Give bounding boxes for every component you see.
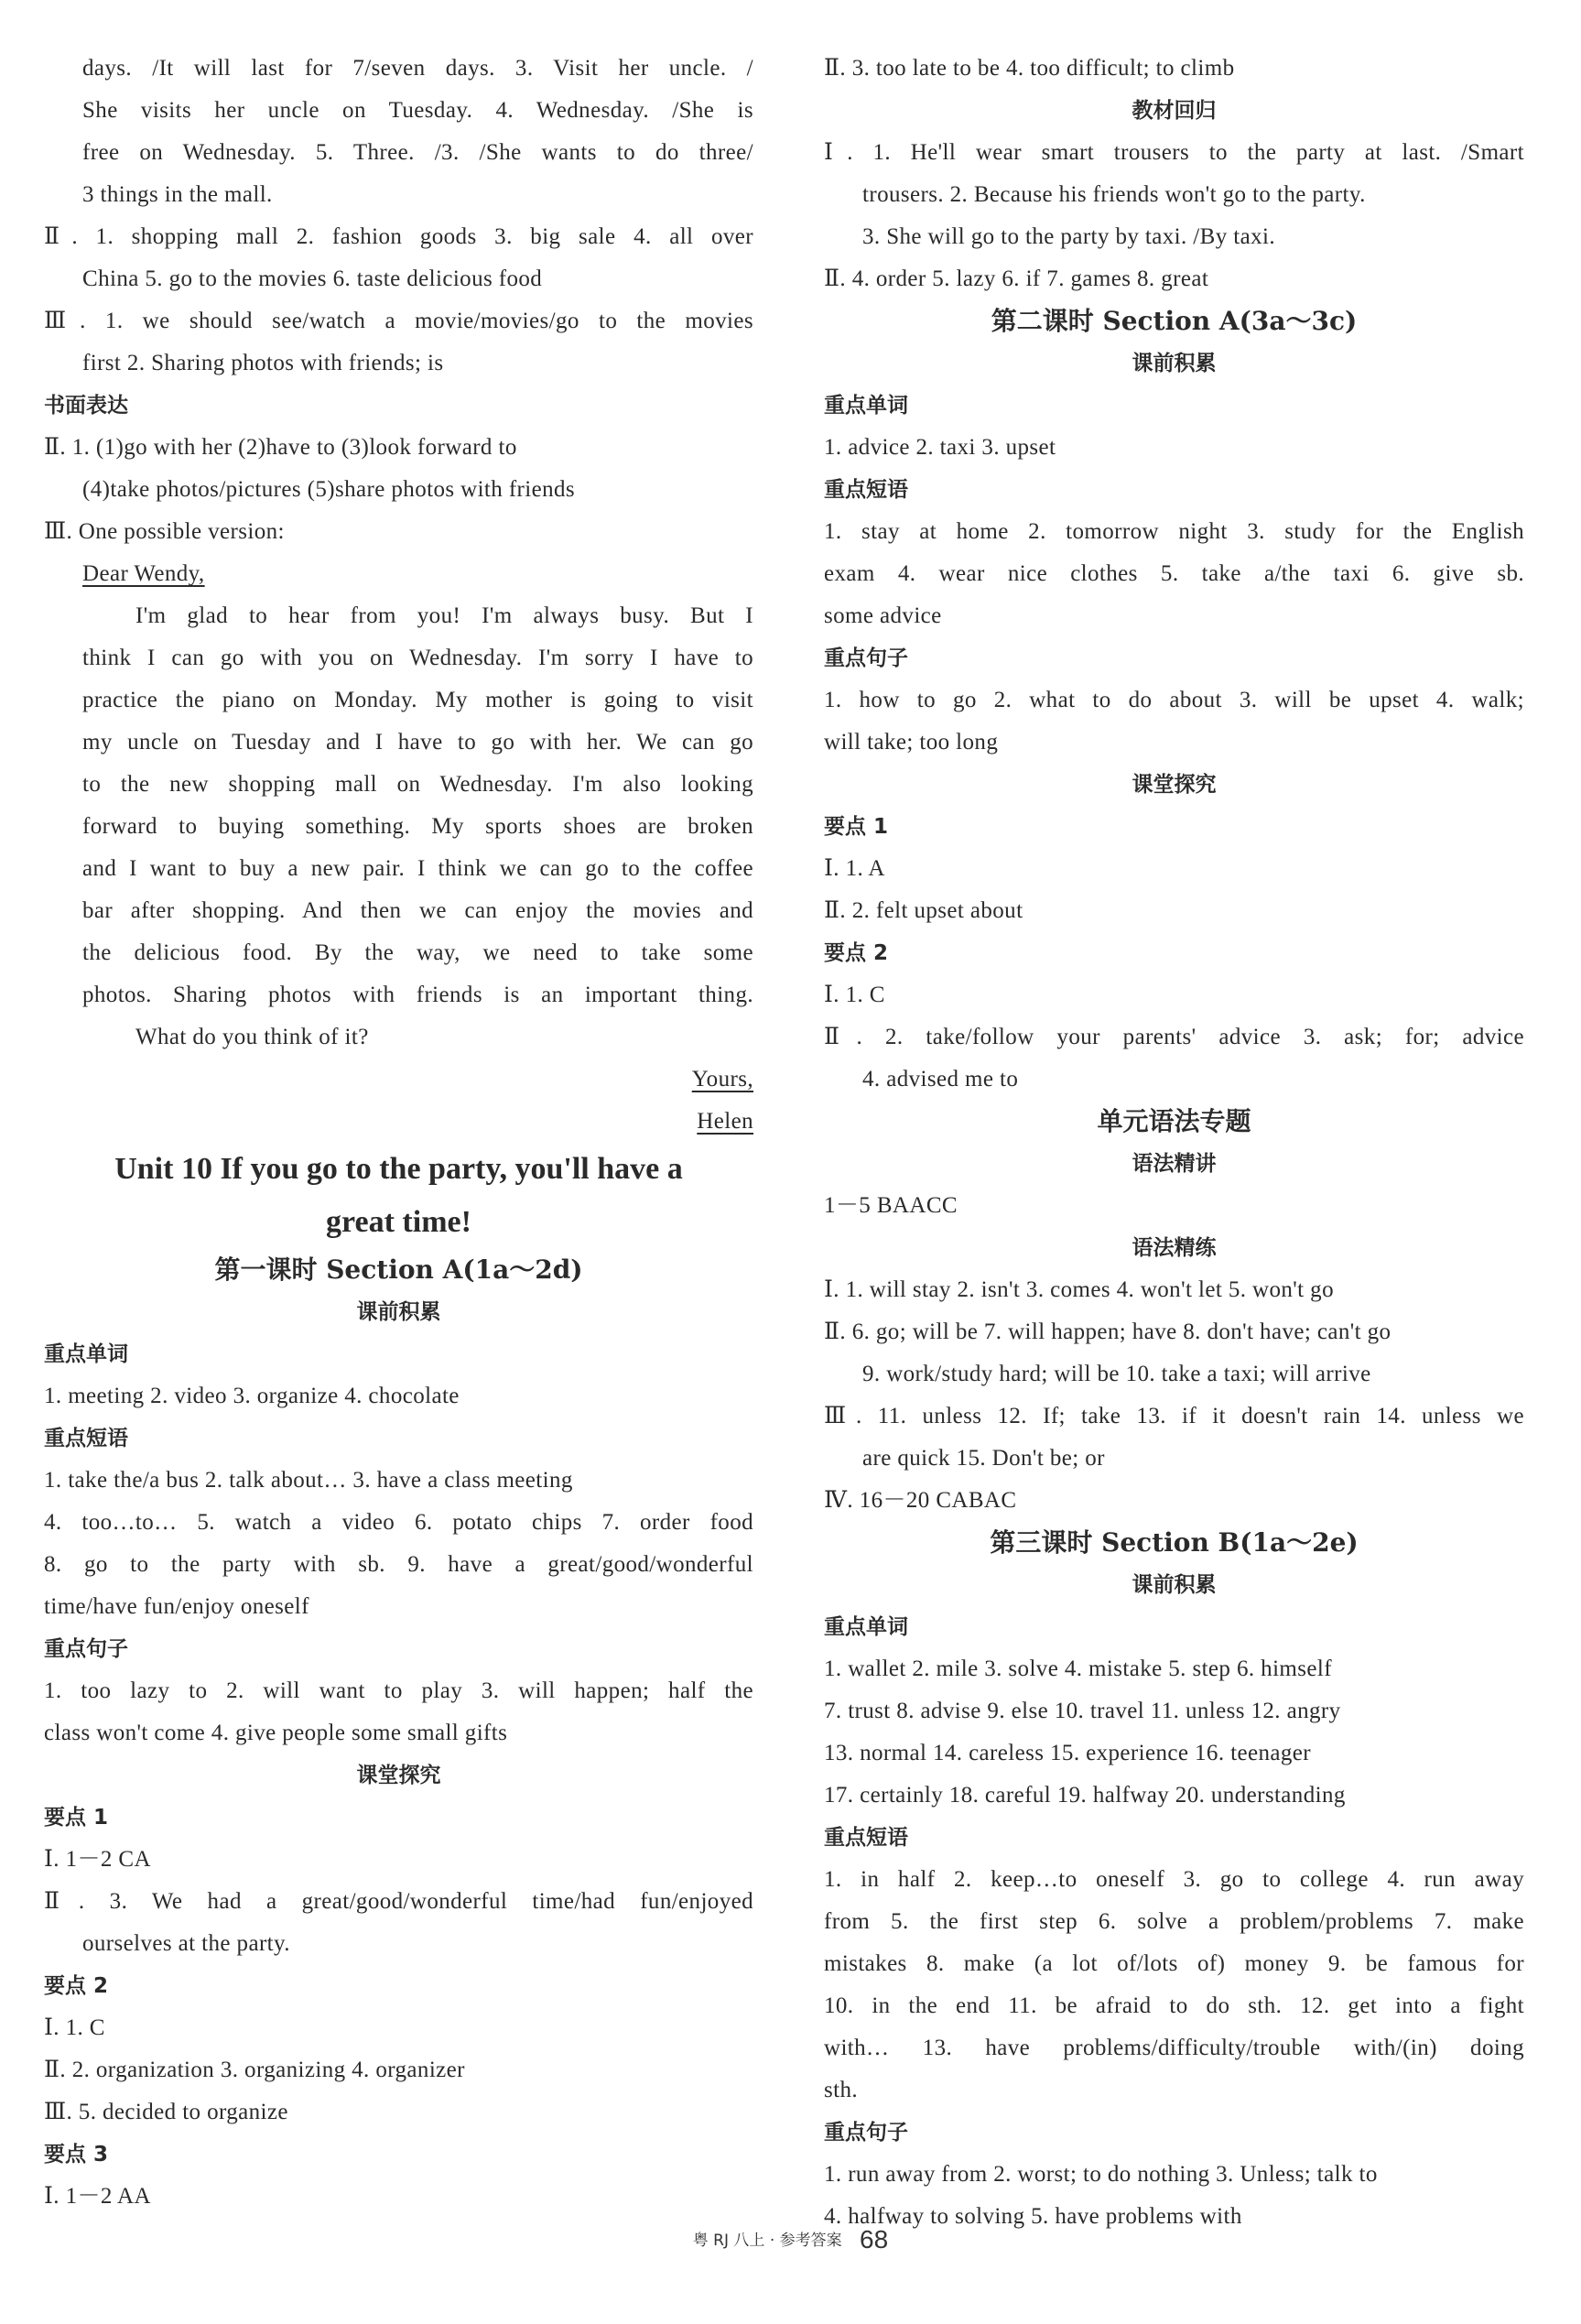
answer-line: 10. in the end 11. be afraid to do sth. 12. get into a fight — [824, 1993, 1524, 2018]
answer-line: 1－5 BAACC — [824, 1193, 958, 1218]
answer-line: my uncle on Tuesday and I have to go with her. We can go — [82, 730, 753, 755]
answer-line: 1. too lazy to 2. will want to play 3. will happen; half the — [44, 1678, 753, 1703]
section-heading: 重点单词 — [824, 1615, 908, 1639]
answer-line: to the new shopping mall on Wednesday. I'm also looking — [82, 772, 753, 797]
answer-line: think I can go with you on Wednesday. I'm sorry I have to — [82, 646, 753, 670]
answer-line: some advice — [824, 603, 942, 628]
answer-line: Ⅲ. 5. decided to organize — [44, 2100, 288, 2124]
answer-line: free on Wednesday. 5. Three. /3. /She wants to do three/ — [82, 140, 753, 165]
answer-line: 1. advice 2. taxi 3. upset — [824, 435, 1056, 460]
answer-line: Ⅱ. 1. (1)go with her (2)have to (3)look forward to — [44, 435, 517, 460]
section-heading: 重点短语 — [824, 1826, 908, 1850]
answer-line: exam 4. wear nice clothes 5. take a/the taxi 6. give sb. — [824, 561, 1524, 586]
answer-line: 1. stay at home 2. tomorrow night 3. study for the English — [824, 519, 1524, 544]
answer-line: 1. in half 2. keep…to oneself 3. go to college 4. run away — [824, 1867, 1524, 1892]
answer-line: forward to buying something. My sports shoes are broken — [82, 814, 753, 839]
subsection-title: 课前积累 — [1132, 1573, 1217, 1597]
lesson-title: 单元语法专题 — [1097, 1106, 1251, 1136]
answer-line: 1. meeting 2. video 3. organize 4. chocolate — [44, 1384, 460, 1408]
answer-line: with… 13. have problems/difficulty/trouble with/(in) doing — [824, 2036, 1524, 2060]
answer-line: Ⅰ. 1－2 AA — [44, 2184, 151, 2209]
answer-line: Ⅲ. 1. we should see/watch a movie/movies/go to the movies — [44, 309, 753, 333]
answer-line: 7. trust 8. advise 9. else 10. travel 11. unless 12. angry — [824, 1699, 1341, 1723]
answer-line: 1. run away from 2. worst; to do nothing 3. Unless; talk to — [824, 2162, 1378, 2187]
right-column — [824, 48, 1524, 2238]
section-heading: 要点 1 — [824, 815, 889, 839]
section-heading: 要点 2 — [824, 941, 889, 965]
answer-line: Ⅰ. 1. C — [44, 2015, 105, 2040]
answer-line: Dear Wendy, — [82, 561, 205, 586]
unit-title: Unit 10 If you go to the party, you'll have a — [114, 1152, 683, 1186]
answer-line: Ⅲ. 11. unless 12. If; take 13. if it doesn't rain 14. unless we — [824, 1404, 1524, 1428]
answer-line: 17. certainly 18. careful 19. halfway 20. understanding — [824, 1783, 1346, 1808]
page-number: 68 — [860, 2225, 889, 2253]
answer-line: from 5. the first step 6. solve a problem/problems 7. make — [824, 1909, 1524, 1934]
answer-line: practice the piano on Monday. My mother is going to visit — [82, 688, 753, 712]
answer-line: Helen — [697, 1109, 753, 1134]
answer-line: bar after shopping. And then we can enjoy the movies and — [82, 898, 753, 923]
lesson-title: 第三课时 Section B(1a～2e) — [990, 1527, 1359, 1558]
answer-line: class won't come 4. give people some small gifts — [44, 1721, 508, 1745]
answer-line: ourselves at the party. — [82, 1931, 290, 1956]
left-column — [44, 48, 753, 2218]
lesson-title: 第一课时 Section A(1a～2d) — [214, 1254, 583, 1285]
answer-line: 1. take the/a bus 2. talk about… 3. have a class meeting — [44, 1468, 573, 1493]
answer-line: Ⅳ. 16－20 CABAC — [824, 1488, 1017, 1513]
subsection-title: 课前积累 — [1132, 352, 1217, 375]
section-heading: 要点 2 — [44, 1974, 109, 1998]
subsection-title: 课堂探究 — [356, 1764, 441, 1787]
answer-line: What do you think of it? — [135, 1025, 369, 1049]
answer-line: 3 things in the mall. — [82, 182, 273, 207]
answer-line: the delicious food. By the way, we need to take some — [82, 940, 753, 965]
answer-line: sth. — [824, 2078, 859, 2102]
answer-line: (4)take photos/pictures (5)share photos with friends — [82, 477, 576, 502]
answer-line: Yours, — [691, 1067, 753, 1091]
answer-line: 13. normal 14. careless 15. experience 16. teenager — [824, 1741, 1311, 1765]
section-heading: 重点短语 — [824, 478, 908, 502]
answer-line: 4. halfway to solving 5. have problems with — [824, 2204, 1242, 2229]
answer-line: 3. She will go to the party by taxi. /By taxi. — [862, 224, 1275, 249]
answer-line: Ⅱ. 2. organization 3. organizing 4. organizer — [44, 2058, 465, 2082]
page-footer — [0, 2225, 1581, 2254]
subsection-title: 课堂探究 — [1132, 773, 1217, 797]
section-heading: 重点单词 — [44, 1342, 128, 1366]
section-heading: 要点 3 — [44, 2143, 109, 2167]
answer-line: Ⅱ. 2. felt upset about — [824, 898, 1023, 923]
section-heading: 重点句子 — [824, 2121, 908, 2145]
answer-line: 4. too…to… 5. watch a video 6. potato chips 7. order food — [44, 1510, 753, 1535]
section-heading: 重点句子 — [44, 1637, 128, 1661]
unit-title: great time! — [326, 1205, 471, 1239]
answer-line: 4. advised me to — [862, 1067, 1019, 1091]
section-heading: 书面表达 — [44, 394, 128, 418]
answer-line: 9. work/study hard; will be 10. take a taxi; will arrive — [862, 1362, 1371, 1386]
answer-line: China 5. go to the movies 6. taste delicious food — [82, 266, 543, 291]
answer-line: Ⅰ. 1. C — [824, 983, 885, 1007]
answer-line: trousers. 2. Because his friends won't go to the party. — [862, 182, 1366, 207]
section-heading: 重点短语 — [44, 1427, 128, 1450]
answer-line: Ⅲ. One possible version: — [44, 519, 285, 544]
answer-line: She visits her uncle on Tuesday. 4. Wednesday. /She is — [82, 98, 753, 123]
section-heading: 重点单词 — [824, 394, 908, 418]
footer-label: 粤 RJ 八上 · 参考答案 — [692, 2232, 842, 2250]
answer-line: Ⅱ. 6. go; will be 7. will happen; have 8. don't have; can't go — [824, 1319, 1391, 1344]
lesson-title: 第二课时 Section A(3a～3c) — [991, 306, 1358, 336]
answer-line: mistakes 8. make (a lot of/lots of) money 9. be famous for — [824, 1951, 1524, 1976]
answer-line: are quick 15. Don't be; or — [862, 1446, 1105, 1471]
answer-line: Ⅰ. 1. will stay 2. isn't 3. comes 4. won't let 5. won't go — [824, 1277, 1334, 1302]
answer-line: 1. wallet 2. mile 3. solve 4. mistake 5. step 6. himself — [824, 1656, 1332, 1681]
subsection-title: 课前积累 — [356, 1300, 441, 1324]
subsection-title: 教材回归 — [1132, 99, 1217, 123]
answer-line: time/have fun/enjoy oneself — [44, 1594, 309, 1619]
subsection-title: 语法精讲 — [1132, 1152, 1217, 1176]
subsection-title: 语法精练 — [1132, 1236, 1217, 1260]
answer-line: photos. Sharing photos with friends is an important thing. — [82, 983, 753, 1007]
answer-line: Ⅱ. 1. shopping mall 2. fashion goods 3. big sale 4. all over — [44, 224, 753, 249]
answer-line: Ⅰ. 1－2 CA — [44, 1847, 151, 1872]
answer-line: 8. go to the party with sb. 9. have a great/good/wonderful — [44, 1552, 753, 1577]
section-heading: 要点 1 — [44, 1806, 109, 1830]
section-heading: 重点句子 — [824, 646, 908, 670]
answer-line: 1. how to go 2. what to do about 3. will be upset 4. walk; — [824, 688, 1524, 712]
answer-line: Ⅰ. 1. He'll wear smart trousers to the party at last. /Smart — [824, 140, 1524, 165]
answer-line: first 2. Sharing photos with friends; is — [82, 351, 444, 375]
answer-line: and I want to buy a new pair. I think we can go to the coffee — [82, 856, 753, 881]
answer-line: Ⅱ. 3. too late to be 4. too difficult; to climb — [824, 56, 1235, 81]
answer-line: Ⅱ. 4. order 5. lazy 6. if 7. games 8. great — [824, 266, 1209, 291]
answer-line: Ⅱ. 2. take/follow your parents' advice 3. ask; for; advice — [824, 1025, 1524, 1049]
answer-line: Ⅰ. 1. A — [824, 856, 885, 881]
answer-line: will take; too long — [824, 730, 999, 755]
answer-line: days. /It will last for 7/seven days. 3. Visit her uncle. / — [82, 56, 753, 81]
answer-line: I'm glad to hear from you! I'm always busy. But I — [135, 603, 753, 628]
answer-line: Ⅱ. 3. We had a great/good/wonderful time/had fun/enjoyed — [44, 1889, 753, 1914]
